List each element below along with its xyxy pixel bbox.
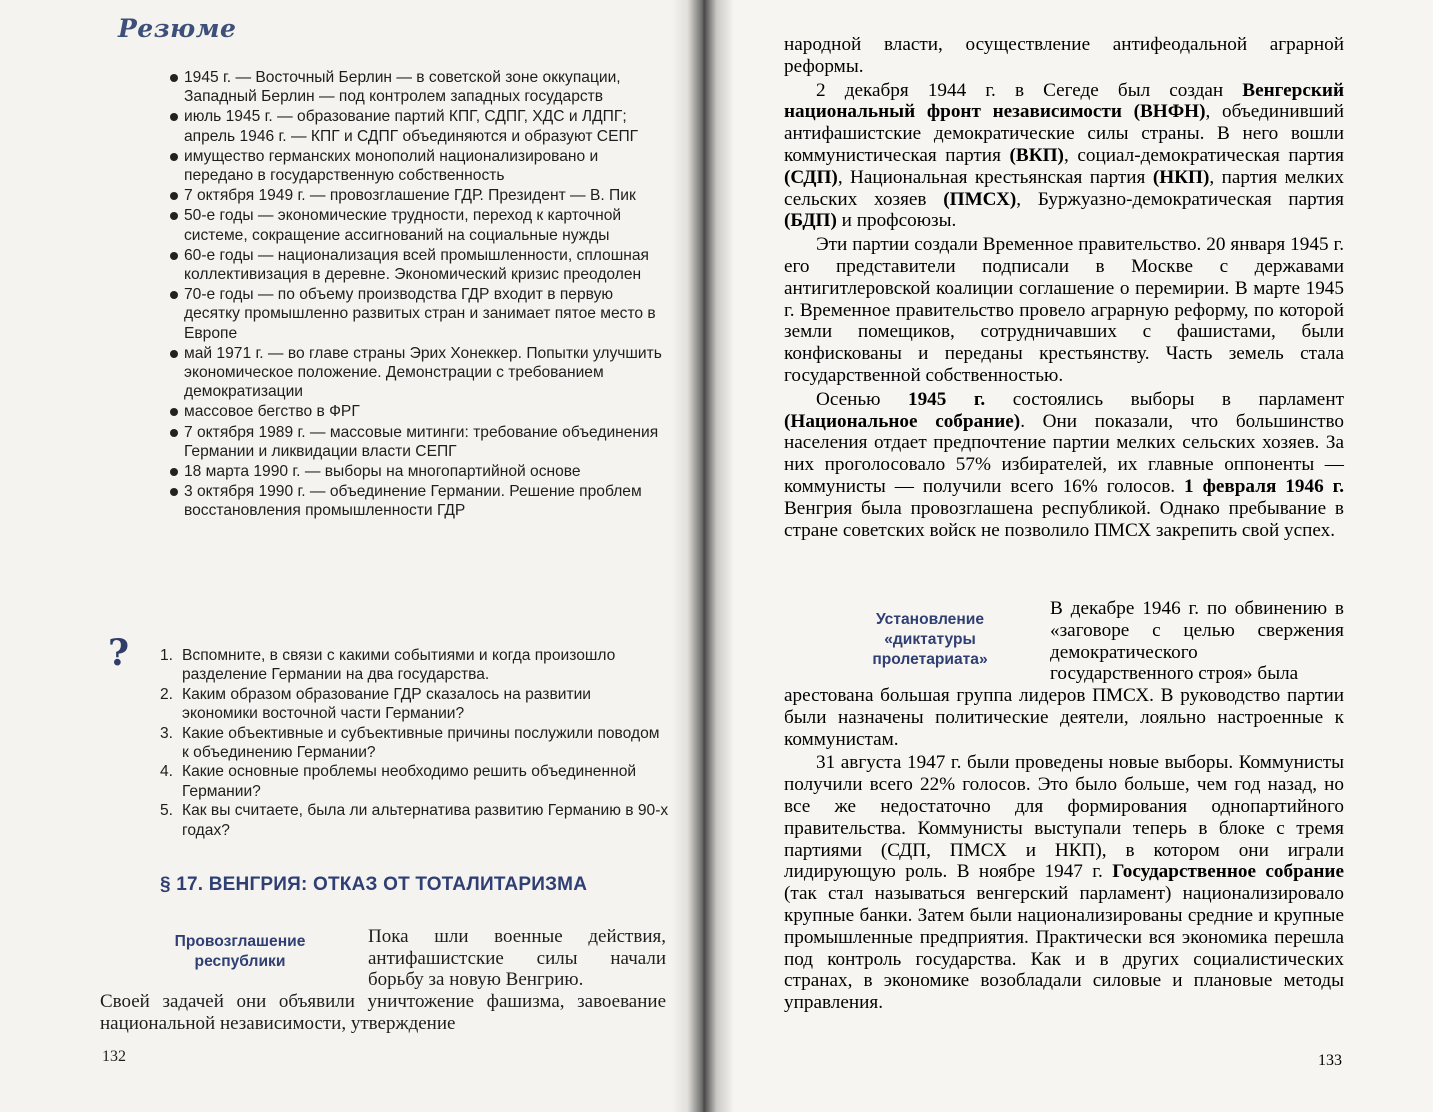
summary-item: 1945 г. — Восточный Берлин — в советской зоне оккупации, Западный Берлин — под контролем западных государств (168, 68, 670, 106)
text-run: , Буржуазно-демократическая партия (1016, 188, 1344, 210)
bold-term: (БДП) (784, 210, 837, 232)
summary-item: 18 марта 1990 г. — выборы на многопартийной основе (168, 462, 670, 481)
page-number: 133 (1318, 1052, 1342, 1069)
summary-item: июль 1945 г. — образование партий КПГ, СДПГ, ХДС и ЛДПГ; апрель 1946 г. — КПГ и СДПГ объединяются и образуют СЕПГ (168, 107, 670, 145)
summary-item: 70-е годы — по объему производства ГДР входит в первую десятку промышленно развитых стран и занимает пятое место в Европе (168, 285, 670, 343)
question-number: 4. (160, 763, 174, 781)
question-number: 2. (160, 685, 174, 703)
text-run: , социал-демократическая партия (1063, 144, 1344, 166)
question-item (160, 801, 670, 840)
right-column-bottom (784, 685, 1344, 1014)
question-text: Вспомните, в связи с какими событиями и когда произошло разделение Германии на два государства. (182, 647, 616, 684)
text-run: 2 декабря 1944 г. в Сегеде был создан (816, 79, 1243, 101)
bold-term: (ВКП) (1009, 144, 1064, 166)
summary-item: 60-е годы — национализация всей промышленности, сплошная коллективизация в деревне. Экономический кризис преодолен (168, 246, 670, 284)
text-run: . Они показали, что большинство населения отдает предпочтение партии мелких сельских хозяев. За них проголосовало 57% избирателей, их главные оппоненты — коммунисты — получили всего 16% голосов. (784, 410, 1344, 497)
question-item (160, 762, 670, 801)
question-number: 5. (160, 802, 174, 820)
bold-term: (ПМСХ) (943, 188, 1017, 210)
questions-list (160, 646, 670, 840)
left-page (0, 0, 700, 1112)
question-number: 1. (160, 647, 174, 664)
bold-term: Государственное собрание (1112, 861, 1344, 883)
text-run: Осенью (816, 388, 908, 410)
text-run: (так стал называться венгерский парламент) национализировало крупные банки. Затем были национализированы средние и крупные промышленные предприятия. Практически вся экономика перешла под контроль государства. Как и в других социалистических странах, в экономике возобладали силовые и плановые методы управления. (784, 883, 1344, 1014)
text-run: , Национальная крестьянская партия (837, 166, 1153, 188)
summary-item: 7 октября 1989 г. — массовые митинги: требование объединения Германии и ликвидации власти СЕПГ (168, 423, 670, 461)
question-text: Какие основные проблемы необходимо решить объединенной Германии? (182, 763, 637, 800)
question-mark-icon: ? (108, 632, 130, 674)
side-text: Пока шли военные действия, антифашистские силы начали борьбу за новую Венгрию. (368, 926, 666, 991)
bold-term: Венгерский национальный фронт независимости (ВНФН) (784, 79, 1344, 123)
bold-term: 1 февраля 1946 г. (1184, 475, 1344, 497)
bold-term: (СДП) (784, 166, 838, 188)
page-number: 132 (102, 1048, 126, 1065)
question-item (160, 724, 670, 763)
side-heading: Установление «диктатуры пролетариата» (872, 611, 988, 668)
paragraph (784, 389, 1344, 542)
text-run: Венгрия была провозглашена республикой. Однако пребывание в стране советских войск не позволило ПМСХ закрепить свой успех. (784, 497, 1344, 541)
summary-item: май 1971 г. — во главе страны Эрих Хонеккер. Попытки улучшить экономическое положение. Демонстрации с требованием демократизации (168, 344, 670, 402)
bold-term: 1945 г. (907, 388, 986, 410)
text-run: состоялись выборы в парламент (985, 388, 1344, 410)
bold-term: (Национальное собрание) (784, 410, 1021, 432)
text-run: , партия мелких сельских хозяев (784, 166, 1345, 210)
question-text: Каким образом образование ГДР сказалось на развитии экономики восточной части Германии? (182, 685, 592, 723)
text-run: и профсоюзы. (836, 210, 957, 232)
question-number: 3. (160, 724, 174, 742)
paragraph: народной власти, осуществление антифеодальной аграрной реформы. (784, 34, 1344, 77)
text-run: 31 августа 1947 г. были проведены новые выборы. Коммунисты получили всего 22% голосов. Это было больше, чем год назад, но все же недостаточно для формирования однопартийного правительства. Коммунисты выступали теперь в блоке с тремя партиями (СДП, ПМСХ и НКП), в котором они играли лидирующую роль. В ноябре 1947 г. (784, 752, 1344, 883)
summary-item: имущество германских монополий национализировано и передано в государственную собственность (168, 147, 670, 185)
summary-title: Резюме (118, 14, 237, 43)
summary-item: массовое бегство в ФРГ (168, 402, 670, 421)
side-text: В декабре 1946 г. по обвинению в «заговоре с целью свержения демократического государственного строя» была (1050, 598, 1344, 685)
question-text: Какие объективные и субъективные причины послужили поводом к объединению Германии? (182, 724, 660, 762)
paragraph (784, 752, 1344, 1014)
paragraph (784, 80, 1344, 233)
question-item (160, 685, 670, 724)
side-heading: Провозглашение республики (174, 933, 306, 970)
summary-item: 50-е годы — экономические трудности, переход к карточной системе, сокращение ассигнований на социальные нужды (168, 206, 670, 244)
bold-term: (НКП) (1152, 166, 1210, 188)
summary-list (168, 68, 670, 522)
body-text: Своей задачей они объявили уничтожение фашизма, завоевание национальной независимости, утверждение (100, 991, 666, 1034)
right-column-top (784, 34, 1344, 541)
question-item (160, 646, 670, 685)
summary-item: 3 октября 1990 г. — объединение Германии. Решение проблем восстановления промышленности ГДР (168, 482, 670, 520)
summary-item: 7 октября 1949 г. — провозглашение ГДР. Президент — В. Пик (168, 186, 670, 205)
question-text: Как вы считаете, была ли альтернатива развитию Германию в 90-х годах? (182, 802, 669, 839)
section-title: § 17. ВЕНГРИЯ: ОТКАЗ ОТ ТОТАЛИТАРИЗМА (160, 874, 588, 895)
text-run: , объединивший антифашистские демократические силы страны. В него вошли коммунистическая партия (784, 101, 1344, 166)
paragraph: Эти партии создали Временное правительство. 20 января 1945 г. его представители подписали в Москве с державами антигитлеровской коалиции соглашение о перемирии. В марте 1945 г. Временное правительство провело аграрную реформу, по которой земли помещиков, сотрудничавших с фашистами, были конфискованы и переданы крестьянству. Часть земель стала государственной собственностью. (784, 234, 1344, 386)
paragraph: арестована большая группа лидеров ПМСХ. В руководство партии были назначены политические деятели, лояльно настроенные к коммунистам. (784, 685, 1344, 750)
